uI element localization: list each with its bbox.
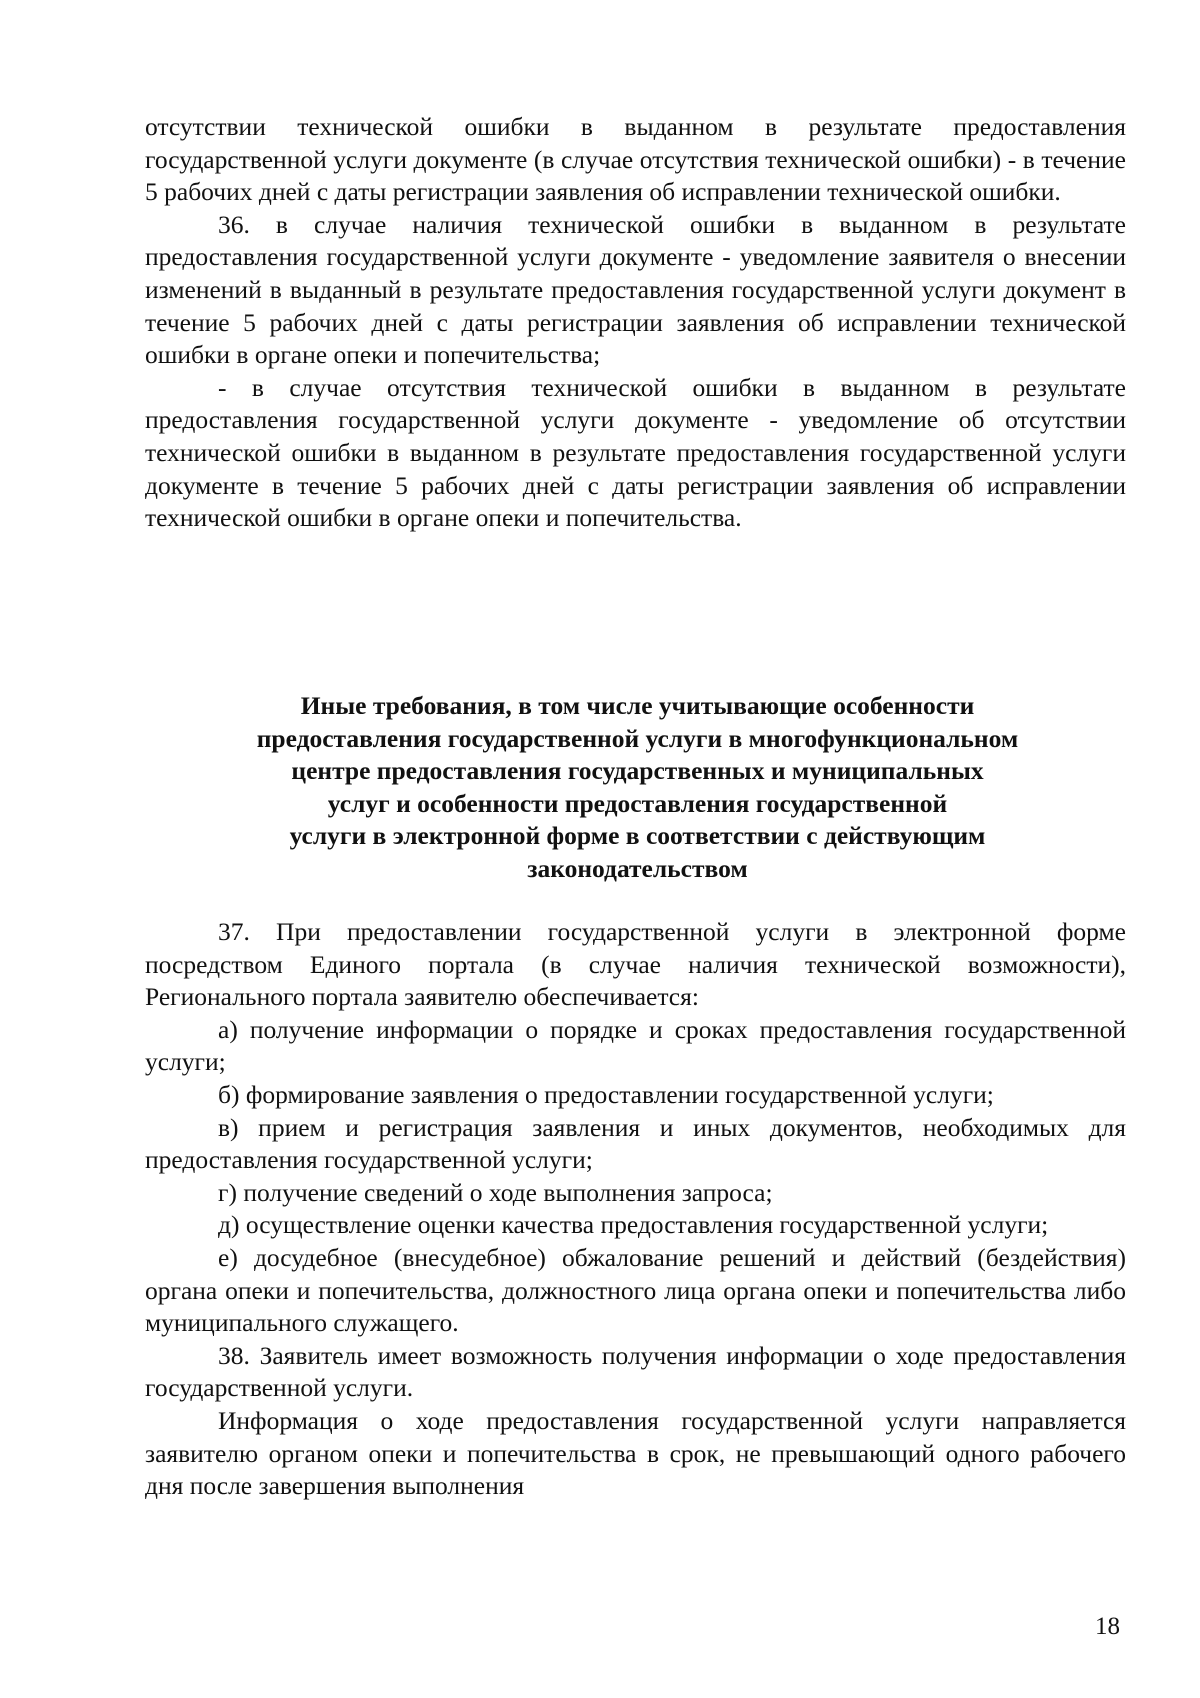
paragraph-37: 37. При предоставлении государственной услуги в электронной форме посредством Единого портала (в случае наличия технической возможности), Регионального портала заявителю обеспечивается: <box>145 917 1126 1012</box>
list-item-a: а) получение информации о порядке и сроках предоставления государственной услуги; <box>145 1014 1126 1077</box>
heading-line: услуг и особенности предоставления государственной <box>327 788 948 818</box>
heading-line: предоставления государственной услуги в многофункциональном <box>256 723 1019 753</box>
heading-line: центре предоставления государственных и муниципальных <box>291 756 984 786</box>
paragraph-36: 36. в случае наличия технической ошибки в выданном в результате предоставления государственной услуги документе - уведомление заявителя о внесении изменений в выданный в результате предоставления государственной услуги документ в течение 5 рабочих дней с даты регистрации заявления об исправлении технической ошибки в органе опеки и попечительства; <box>145 209 1126 370</box>
heading-line: услуги в электронной форме в соответствии с действующим <box>289 821 986 851</box>
text-block-bottom <box>145 916 1126 1503</box>
heading-line: Иные требования, в том числе учитывающие особенности <box>300 691 975 720</box>
list-item-d: д) осуществление оценки качества предоставления государственной услуги; <box>218 1210 1049 1240</box>
paragraph-38: 38. Заявитель имеет возможность получения информации о ходе предоставления государственной услуги. <box>145 1340 1126 1403</box>
list-item-e: е) досудебное (внесудебное) обжалование решений и действий (бездействия) органа опеки и попечительства, должностного лица органа опеки и попечительства либо муниципального служащего. <box>145 1242 1126 1338</box>
list-item-g: г) получение сведений о ходе выполнения запроса; <box>218 1177 773 1207</box>
section-heading <box>150 690 1125 886</box>
paragraph-36-dash-item: - в случае отсутствия технической ошибки в выданном в результате предоставления государственной услуги документе - уведомление об отсутствии технической ошибки в выданном в результате предоставления государственной услуги документе в течение 5 рабочих дней с даты регистрации заявления об исправлении технической ошибки в органе опеки и попечительства. <box>145 372 1126 533</box>
paragraph-continuation: отсутствии технической ошибки в выданном в результате предоставления государственной услуги документе (в случае отсутствия технической ошибки) - в течение 5 рабочих дней с даты регистрации заявления об исправлении технической ошибки. <box>145 112 1126 207</box>
list-item-b: б) формирование заявления о предоставлении государственной услуги; <box>218 1079 994 1109</box>
list-item-v: в) прием и регистрация заявления и иных документов, необходимых для предоставления государственной услуги; <box>145 1112 1126 1175</box>
page-number: 18 <box>1095 1613 1120 1640</box>
heading-line: законодательством <box>527 853 748 883</box>
paragraph-information: Информация о ходе предоставления государственной услуги направляется заявителю органом опеки и попечительства в срок, не превышающий одного рабочего дня после завершения выполнения <box>145 1405 1126 1501</box>
text-block-top <box>145 111 1126 535</box>
